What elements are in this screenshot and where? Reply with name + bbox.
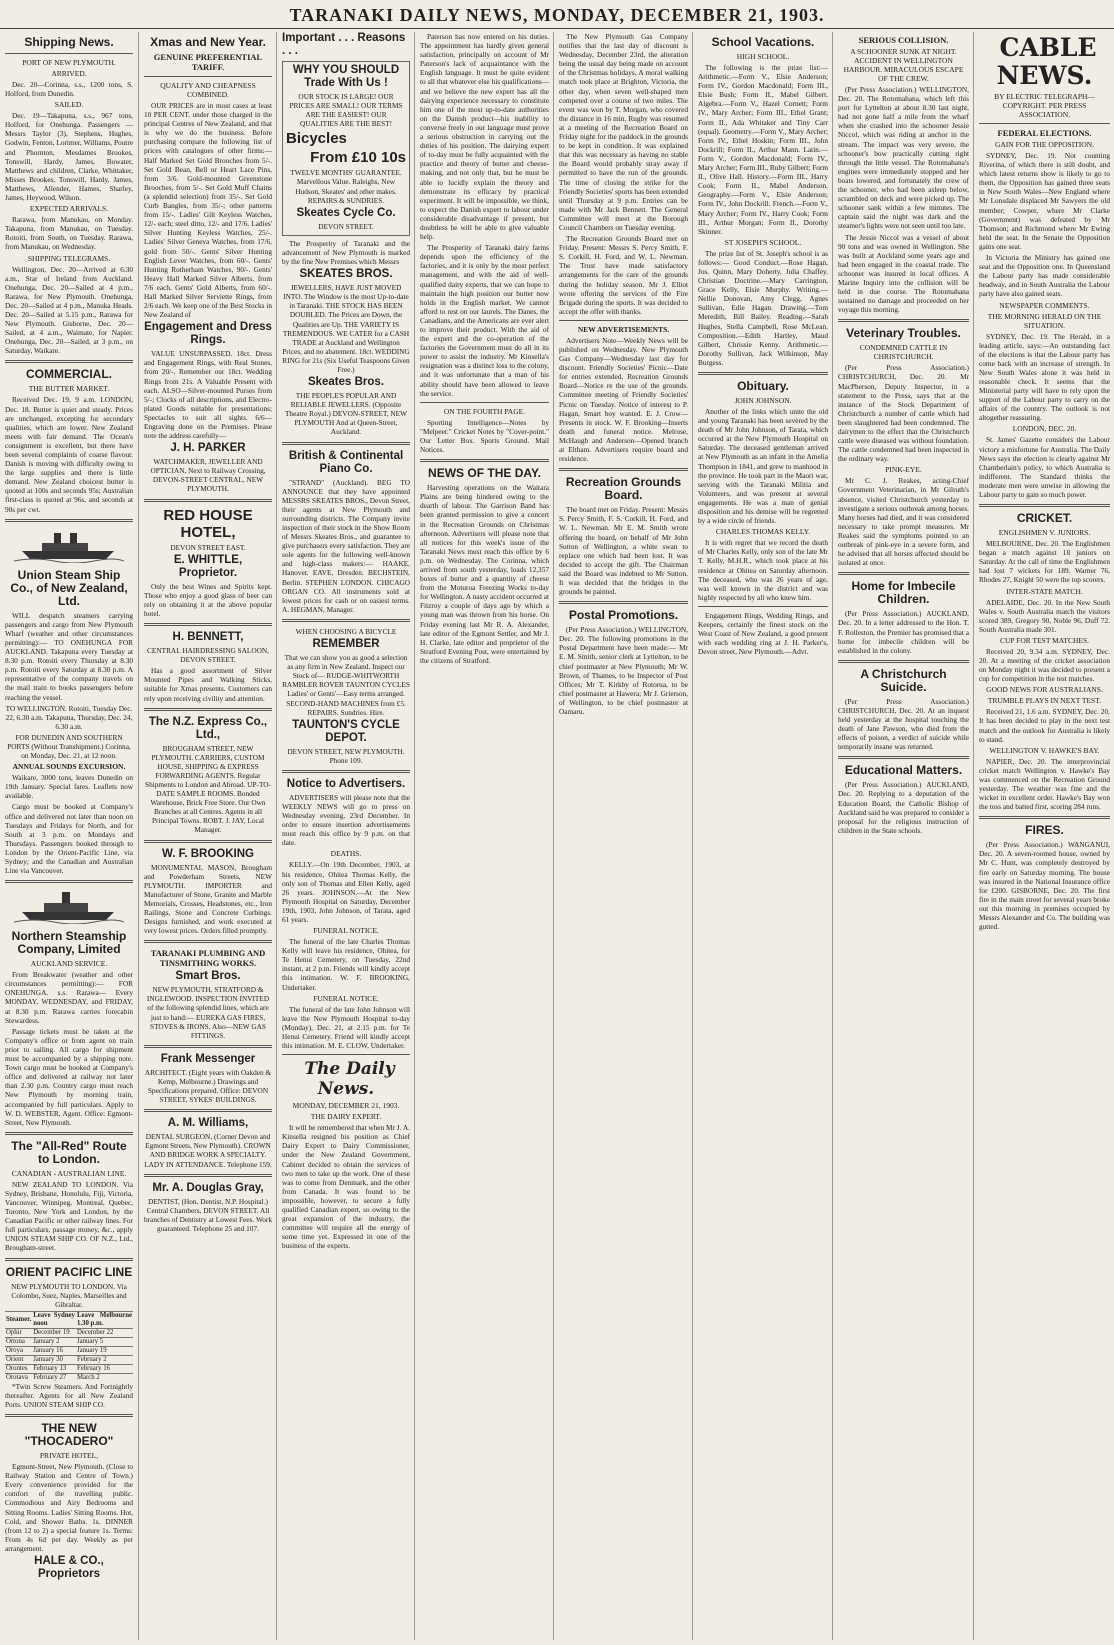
comments-sub: THE MORNING HERALD ON THE SITUATION.: [987, 311, 1102, 330]
table-row: [5, 1364, 133, 1373]
taunton-heading: TAUNTON'S CYCLE DEPOT.: [292, 718, 400, 744]
redhouse-heading: RED HOUSE HOTEL,: [163, 506, 253, 541]
brooking-heading: W. F. BROOKING: [162, 847, 254, 860]
funeral-notice-text: The funeral of the late Charles Thomas Kelly will leave his residence, Ohitea, for Te Henui Cemetery, on Tuesday, 22nd instant, at 2 p.m. Friends will kindly accept this intimation. W. F. BROOKING, Undertaker.: [282, 937, 410, 992]
bicycles-text: TWELVE MONTHS' GUARANTEE. Marvellous Value. Raleighs, New Hudson, Skeates' and other makes. REPAIRS & SUNDRIES.: [290, 168, 402, 205]
cricket-sub: ENGLISHMEN V. JUNIORS.: [998, 528, 1091, 538]
obituary-text: Another of the links which unite the old and young Taranaki has been severed by the death of Mr John Johnson, of Tarata, which occurred at the New Plymouth Hospital on Saturday. The deceased gentleman arrived at New Plymouth as an infant in the Amelia Thompson in 1841, and grew to manhood in the province. He took part in the Maori war, serving with the Taranaki Militia and Volunteers, and was present at several engagements. He was a man of genial disposition and his demise will be regretted by a wide circle of friends.: [698, 407, 828, 526]
engagement-heading: Engagement and Dress Rings.: [144, 321, 272, 347]
fires-heading: FIRES.: [1025, 823, 1064, 838]
allred-text: NEW ZEALAND TO LONDON. Via Sydney, Brisbane, Honolulu, Fiji, Victoria, Vancouver, Winnipeg, Montreal, Quebec, Toronto, New York and London, by the Canadian Pacific or other railway lines. For full particulars, passage money, &c., apply UNION STEAM SHIP CO. OF N.Z., Ltd., Brougham-street.: [5, 1179, 133, 1253]
recreation-board-heading: Recreation Grounds Board.: [565, 475, 682, 503]
cable-sub: BY ELECTRIC TELEGRAPH—COPYRIGHT. PER PRESS ASSOCIATION.: [994, 92, 1095, 119]
express-text: BROUGHAM STREET, NEW PLYMOUTH. CARRIERS, CUSTOM HOUSE, SHIPPING & EXPRESS FORWARDING AGENTS. Regular Shipments to London and Abroad. UP-TO-DATE SAMPLE ROOMS. Bonded Warehouse, Brick Free Store. Our Own Branches at all Centres. Agents in all Principal Towns. ROBT. J. JAY, Local Manager.: [145, 743, 271, 835]
veterinary-text: (Per Press Association.) CHRISTCHURCH, Dec. 20. Mr MacPherson, Deputy Inspector, in a statement to the Press, says that at the instance of the Stock Department of Christchurch a number of cattle which had been slaughtered had been condemned. The dairymen to the effect that the Christchurch cattle were diseased was without foundation. The cattle condemned had been inspected in the ordinary way.: [838, 363, 969, 464]
funeral-notice-heading: FUNERAL NOTICE.: [313, 993, 379, 1003]
piano-text: "STRAND" (Auckland). BEG TO ANNOUNCE that they have appointed MESSRS SKEATES BROS., Devon Street, their agents at New Plymouth and surrounding districts. The Company invite inspection of their stock in the Show Room of Messrs Skeates Bros., and guarantee to give purchasers every satisfaction. They are sole agents for the following well-known and high-class makers:— HAAKE, Hanover. EAVE, Dresden. BECHSTEIN, Berlin. STEPHEN LONDON. CHICAGO ORGAN CO. All instruments sold at lowest prices for cash or on easiest terms. A. HEGMAN, Manager.: [282, 477, 410, 614]
table-cell: February 2: [76, 1355, 133, 1364]
butter-heading: THE BUTTER MARKET.: [28, 384, 110, 394]
parker-text: WATCHMAKER, JEWELLER AND OPTICIAN, Next to Railway Crossing, DEVON-STREET CENTRAL, NEW PLYMOUTH.: [150, 457, 266, 494]
smart-heading: Smart Bros.: [175, 970, 241, 983]
st-joseph-heading: ST JOSEPH'S SCHOOL.: [724, 237, 802, 247]
expert-text: It will be remembered that when Mr J. A. Kinsella resigned his position as Chief Dairy Expert to Dairy Commissioner, under the New Zealand Government, Cabinet decided to obtain the services of two men to take up the work. One of these was to come from Denmark, and the other from Canada. It was found to be impossible, however, to secure a fully qualified Canadian expert, so owing to the great expansion of the industry, the committee will require all the energy of some time yet. Expressed in one of the business of the experts.: [282, 1123, 410, 1251]
local-news-text: The Recreation Grounds Board met on Friday. Present: Messrs S. Percy Smith, F. S. Corkill, H. Ford, and W. L. Newman. The Trust have made satisfactory arrangements for the care of the grounds during the holiday season. Mr J. Elliot wrote offering the services of the Fire Brigade during the sports. It was decided to accept the offer with thanks.: [559, 234, 688, 316]
fourth-page-text: Sporting Intelligence—Notes by "Melpeer." Cricket Notes by "Cover-point." Our Letter Box. Sports Ground. Mail Notices.: [420, 417, 549, 455]
federal-sub: GAIN FOR THE OPPOSITION.: [994, 140, 1095, 149]
hotel-sub: PRIVATE HOTEL,: [39, 1451, 99, 1461]
skeates-cycle-heading: Skeates Cycle Co.: [296, 206, 396, 219]
good-news-heading: GOOD NEWS FOR AUSTRALIANS.: [986, 685, 1103, 695]
sailed-heading: SAILED.: [54, 100, 84, 110]
table-header: Steamer.: [5, 1311, 32, 1328]
fourth-page-heading: ON THE FOURTH PAGE.: [443, 406, 526, 416]
taunton-text: DEVON STREET, NEW PLYMOUTH. Phone 109.: [287, 746, 405, 765]
deaths-text: KELLY.—On 19th December, 1903, at his residence, Ohitea Thomas Kelly, the only son of Thomas and Ellen Kelly, aged 26 years. JOHNSON.—At the New Plymouth Hospital on Saturday, December 19th, 1903, John Johnson, of Tarata, aged 61 years.: [282, 860, 410, 924]
cargo-text: Cargo must be booked at Company's office and delivered not later than noon on Tuesdays and Fridays for North, and for South at 3 p.m. on Mondays and Thursdays. Passengers booked through to London by the Orient-Pacific Line, via Sydney; and the Canadian and Australian Line via Vancouver.: [5, 802, 133, 876]
masthead: TARANAKI DAILY NEWS, MONDAY, DECEMBER 21, 1903.: [0, 2, 1114, 29]
orient-note: *Twin Screw Steamers. And Fortnightly thereafter. Agents for all New Zealand Ports. UNION STEAM SHIP CO.: [5, 1381, 133, 1409]
test-heading: CUP FOR TEST MATCHES.: [999, 635, 1090, 645]
important-heading: Important . . . Reasons . . .: [282, 32, 406, 57]
brooking-text: MONUMENTAL MASON, Brougham and Powderham Streets, NEW PLYMOUTH. IMPORTER and Manufacturer of Stone, Granite and Marble Memorials, Crosses, Headstones, etc., Iron Railings, Stone and Concrete Curbings. Designs furnished, and work executed at very lowest prices. Orders filled promptly.: [144, 862, 272, 936]
skeates-bros-text: JEWELLERS, HAVE JUST MOVED INTO. The Window is the most Up-to-date in Taranaki. THE STOCK HAS BEEN DOUBLED. The Prices are Down, the Qualities are Up. THE VARIETY IS TREMENDOUS. WE CATER for a CASH TRADE at Auckland and Wellington Prices, and no abatement. 18ct. WEDDING RING for 21s (Six Useful Teaspoons Given Free.): [282, 283, 410, 374]
orient-heading: ORIENT PACIFIC LINE: [5, 1264, 133, 1279]
trumble-heading: TRUMBLE PLAYS IN NEXT TEST.: [987, 696, 1102, 706]
hotel-footer: HALE & CO., Proprietors: [34, 1555, 104, 1581]
usc-dunedin: FOR DUNEDIN AND SOUTHERN PORTS (Without Transhipment.) Corinna, on Monday, Dec. 21, at 12 noon.: [7, 732, 131, 761]
education-heading: Educational Matters.: [844, 763, 963, 778]
new-ads-text: Advertisers Note—Weekly News will be published on Wednesday. New Plymouth Gas Company—Wednesday last day for discount. Friendly Societies' Picnic—Date for entries extended. Recreation Grounds Board—Notice re the use of the grounds. Committee meeting of Friendly Societies' Picnic on Tuesday. Notice of interest to P. Hagan, Smart boy wanted. E. J. Crow—Presents in stock. W. F. Brooking—Inserts death and funeral notice. Melrose, McHaugh and Anderson—Opened branch at Eltham. Advertisers require board and residence.: [559, 335, 688, 464]
remember-text: That we can show you as good a selection as any firm in New Zealand. Inspect our Stock of— RUDGE-WHITWORTH RAMBLER ROVER TAUNTON CYCLES Ladies' or Gents'—Easy terms arranged. SECOND-HAND MACHINES from £5. REPAIRS. Sundries. Hire.: [282, 653, 410, 717]
column-3: [276, 32, 415, 1640]
skeates-bros2-text: THE PEOPLE'S POPULAR AND RELIABLE JEWELLERS. (Opposite Theatre Royal.) DEVON-STREET, NEW PLYMOUTH And at Queen-Street, Auckland.: [284, 391, 408, 437]
remember-heading: REMEMBER: [312, 638, 380, 651]
federal-text: SYDNEY, Dec. 19. Not counting Riverina, of which there is still doubt, and which latest returns show is likely to go to them, the Opposition has gained three seats in New South Wales—New England where Mr Lonsdale displaced Mr Sawyers the old member; Cowper, where Mr Clarke (Government) was defeated by Mr Thomson; and Richmond where Mr Ewing held the seat. In the Senate the Opposition gains one seat.: [979, 151, 1110, 251]
kelly-sub: CHARLES THOMAS KELLY.: [715, 527, 811, 537]
news-of-day-heading: NEWS OF THE DAY.: [428, 466, 541, 481]
piano-heading: British & Continental Piano Co.: [288, 449, 404, 475]
column-5: [553, 32, 693, 1640]
nsc-service: AUCKLAND SERVICE.: [30, 959, 108, 969]
trade-heading: WHY YOU SHOULD Trade With Us !: [292, 64, 400, 89]
trumble-text: Received 21, 1.6 a.m. SYDNEY, Dec. 20. It has been decided to play in the next test match and the outlook for Australia is likely to stand.: [979, 707, 1110, 744]
vacations-heading: School Vacations.: [711, 35, 815, 49]
column-8: [973, 32, 1114, 1640]
table-cell: January 30: [32, 1355, 76, 1364]
recreation-board-text: The board met on Friday. Present: Messrs S. Percy Smith, F. S. Corkill, H. Ford, and W. L. Newman. Mr E. M. Smith wrote offering the board, on behalf of Mr John Sutton of Wellington, a white swan to replace one which had been lost. It was decided to accept the gift. The Chairman said the Board was indebted to Mr Sutton. It was decided that the bridges in the grounds be painted.: [559, 505, 688, 597]
interstate-text: ADELAIDE, Dec. 20. In the New South Wales v. South Australia match the visitors scored 389, Gregory 90, Noble 96, Duff 72. South Australia made 301.: [979, 597, 1110, 634]
orient-sub: NEW PLYMOUTH TO LONDON. Via Colombo, Suez, Naples, Marseilles and Gibraltar.: [11, 1281, 127, 1309]
education-text: (Per Press Association.) AUCKLAND, Dec. 20. Replying to a deputation of the Education Board, the Catholic Bishop of Auckland said he was prepared to consider a proposal for the religious instruction of children in the State schools.: [838, 780, 969, 835]
new-ads-heading: NEW ADVERTISEMENTS.: [577, 324, 670, 334]
table-cell: February 16: [76, 1364, 133, 1373]
table-row: [5, 1346, 133, 1355]
table-cell: December 19: [32, 1328, 76, 1337]
cable-news-heading: CABLE NEWS.: [996, 33, 1097, 90]
williams-heading: A. M. Williams,: [167, 1117, 249, 1130]
trade-ad: [282, 61, 410, 236]
commercial-heading: COMMERCIAL.: [26, 367, 112, 382]
usc-wellington: TO WELLINGTON. Rotoiti, Tuesday Dec. 22, 6.30 a.m. Takapuna, Thursday, Dec. 24, 6.30 a.m.: [5, 703, 133, 731]
skeates-bros-heading: SKEATES BROS.: [299, 268, 393, 281]
local-news-text: The New Plymouth Gas Company notifies that the last day of discount is Wednesday, December 23rd, the alteration being the usual day being made on account of the Christmas holidays. A moral walking match took place at Brighton, Victoria, the other day, when seven well-shaped men competed over a course of two miles. The event was won by T. Morgan, who covered the distance in 16 min. Rugby was resumed at a meeting of the Recreation Board on Friday night for the paddock in the grounds to be kept in condition. It was explained that this was necessary as having no stable the Board would probably stray away if permitted to have the run of the grounds. The time of closing the strike for the Friendly Societies' sports has been extended until Thursday at 9 p.m. Entries can be made with Mr Jack Bennett. The General Committee will meet at the Borough Council Chambers on Tuesday evening.: [559, 32, 688, 232]
editorial-text: Paterson has now entered on his duties. The appointment has hardly given general satisfaction, principally on account of Mr Paterson's lack of acquaintance with the English language. It must be quite evident to all that whatever else his qualifications—and we believe the new expert has all the dairying experience necessary to constitute him one of the most up-to-date authorities on the Danish product—his inability to converse freely in our language must prove a serious obstruction in carrying out the duties of his position. The dairying expert of to-day must be fully acquainted with the practice and theory of butter and cheese-making, and not only that, but he must be able to lucidly explain the theory and demonstrate its efficacy by practical experiment. It will be impossible, we think, to expect the Danish expert to labour under considerable disadvantage if present, but doubtless he will be able to give valuable help.: [420, 32, 549, 242]
allred-sub: CANADIAN - AUSTRALIAN LINE.: [11, 1168, 127, 1178]
expected-heading: EXPECTED ARRIVALS.: [29, 204, 109, 214]
obituary-sub: JOHN JOHNSON.: [734, 396, 792, 405]
fires-text: (Per Press Association.) WANGANUI, Dec. 20. A seven-roomed house, owned by Mr C. Hunt, was completely destroyed by fire early on Saturday morning. The house was insured in the National Insurance office for £200. GISBORNE, Dec. 20. The first fire in the main street for several years broke out this morning in premises occupied by Messrs Alexander and Co. The building was gutted.: [979, 840, 1110, 932]
arrived-heading: ARRIVED.: [51, 69, 87, 78]
table-cell: December 22: [76, 1328, 133, 1337]
funeral-notice-text: The funeral of the late John Johnson will leave the New Plymouth Hospital to-day (Monday), Dec. 21, at 2.15 p.m. for Te Henui Cemetery. Friend will kindly accept this intimation. M. E. CLOW, Undertaker.: [282, 1004, 410, 1051]
table-header: Leave Melbourne 1.30 p.m.: [76, 1311, 132, 1327]
plumbing-heading: TARANAKI PLUMBING AND TINSMITHING WORKS.: [150, 948, 266, 969]
veterinary-heading: Veterinary Troubles.: [846, 326, 961, 341]
editorial-text: The Prosperity of Taranaki dairy farms depends upon the efficiency of the factories, and it is only by the most perfect management, and with the aid of well-qualified dairy experts, that we can hope to maintain the high position our butter now holds in the English market. We cannot afford to rest on our laurels. The Danes, the Canadians, and the Americans are ever alert to improve their product. With the aid of the expert and the co-operation of the factories the Government must do all in its power to assist the industry. Mr Kinsella's resignation was a distinct loss to the colony, and it was unfortunate that a man of his ability should have been allowed to leave the service.: [420, 243, 549, 398]
table-row: [5, 1328, 133, 1337]
column-6: [692, 32, 833, 1640]
table-cell: January 5: [76, 1337, 133, 1346]
quality-heading: QUALITY AND CHEAPNESS COMBINED.: [160, 81, 256, 99]
prosperity-text: The Prosperity of Taranaki and the advancement of New Plymouth is marked by the fine New Premises which Messrs: [282, 238, 410, 267]
table-cell: February 27: [32, 1373, 76, 1382]
nsc-heading: Northern Steamship Company, Limited: [11, 929, 127, 957]
comments-text: SYDNEY, Dec. 19. The Herald, in a leading article, says:—An outstanding fact of the elections is that the Labour party has come back with an increase of strength. In New South Wales alone it was held in reasonable check. It seems that the Ministerial party will have to rely upon the support of the Labour party to carry on the affairs of the country. The outlook is not altogether reassuring.: [979, 331, 1110, 423]
table-cell: January 2: [32, 1337, 76, 1346]
skeates-cycle-address: DEVON STREET.: [318, 221, 374, 231]
engagement-text: VALUE UNSURPASSED. 18ct. Dress and Engagement Rings, with Real Stones, from 20/-. Remember our 18ct. Wedding Rings from 21s. A Valuable Present with each. ALSO—Silver-mounted Purses from 5/-; Clocks of all descriptions, and Electro-plated Goods suitable for presentations; Spectacles to suit all sights. 6/6—Engraving done on the Premises. Please note the address carefully—: [144, 349, 272, 441]
hotel-text: Egmont-Street, New Plymouth. (Close to Railway Station and Centre of Town.) Every convenience provided for the comfort of the travelling public. Commodious and Airy Bedrooms and Sitting Rooms. Ladies' Sitting Rooms. Hot, Cold, and Shower Baths. 1s. DINNER (from 12 to 2) a special feature 1s. Terms: From 4s 6d per day. Weekly as per arrangement.: [5, 1462, 133, 1553]
suicide-heading: A Christchurch Suicide.: [860, 666, 947, 694]
steamship-icon: [5, 888, 133, 926]
messenger-text: ARCHITECT. (Eight years with Oakden & Kemp, Melbourne.) Drawings and Specifications prepared. Office: DEVON STREET, SYKES' BUILDINGS.: [144, 1067, 272, 1105]
redhouse-address: DEVON STREET EAST.: [170, 542, 246, 552]
trade-text: OUR STOCK IS LARGE! OUR PRICES ARE SMALL! OUR TERMS ARE THE EASIEST! OUR QUALITIES ARE THE BEST!: [289, 92, 403, 129]
excursion-heading: ANNUAL SOUNDS EXCURSION.: [12, 762, 126, 772]
shipping-news-heading: Shipping News.: [24, 35, 114, 49]
hotel-heading: THE NEW "THOCADERO": [24, 1421, 114, 1449]
cricket-text: MELBOURNE, Dec. 20. The Englishmen began a match against 18 juniors on Saturday. At the call of time the Englishmen had lost 7 wickets for 189. Warner 76, Rhodes 27, Knight 50 were the top scorers.: [979, 539, 1110, 585]
table-cell: February 13: [32, 1364, 76, 1373]
butter-text: Received Dec. 19, 9 a.m. LONDON, Dec. 18. Butter is quiet and steady. Prices are unchanged, excepting for secondary qualities, which are lower. New Zealand meets with fair demand. The Ocean's consignment is excellent, but there have been several complaints of coarse flavour. Danish is moving with difficulty owing to the large supplies and there is little demand. New Zealand choicest butter is quoted at 100s and seconds 95s; Australian first-class is quoted at 96s, and seconds at 90s per cwt.: [5, 395, 133, 514]
column-7: [832, 32, 974, 1640]
arrived-text: Dec. 20—Corinna, s.s., 1200 tons, S. Holford, from Dunedin.: [5, 80, 133, 99]
usc-heading: Union Steam Ship Co., of New Zealand, Ltd.: [10, 567, 128, 608]
notice-text: ADVERTISERS will please note that the WEEKLY NEWS will go to press on Wednesday evening, 23rd December. In order to ensure insertion advertisements must reach this office by 9 p.m. on that date.: [282, 792, 410, 848]
bicycles-heading: Bicycles: [286, 130, 347, 148]
table-row: [5, 1337, 133, 1346]
table-row: [5, 1355, 133, 1364]
bennett-heading: H. BENNETT,: [172, 631, 244, 644]
news-of-day-text: Harvesting operations on the Waitara Plains are being hindered owing to the dearth of labour. The Garrison Band has been granted permission to give a concert in the Recreation Grounds on Christmas afternoon. Advertisers will please note that all notices for this week's issue of the Taranaki News must reach this office by 6 p.m. on Wednesday. The Corinna, which arrived from south yesterday, loads 12,357 boxes of butter and a quantity of cheese from the Moturoa Freezing Works to-day for Wellington. A nasty accident occurred at Fitzroy a couple of days ago by which a young man was thrown from his horse. On Friday evening last Mr R. A. Alexander, late editor of the Egmont Settler, and Mr J. H. Clarke, late editor and proprietor of the Stratford Evening Post, were entertained by the citizens of Stratford.: [420, 483, 549, 665]
table-row: [5, 1373, 133, 1382]
telegrams-text: Wellington, Dec. 20—Arrived at 6.30 a.m., Star of Ireland from Auckland. Onehunga, Dec. 20—Sailed at 4 p.m., Rarawa, for New Plymouth. Onehunga, Dec. 20—Sailed at 4 p.m., Manuka Heads. Dec. 20—Sailed at 5.15 p.m., Rarawa for New Plymouth. Gisborne, Dec. 20—Sailed, at 4 a.m., Waimate, for Napier. Onehunga, Dec. 20—Sailed, at 3 p.m., on Saturday, Waikare.: [5, 264, 133, 356]
column-1: [0, 32, 138, 1640]
bennett-sub: CENTRAL HAIRDRESSING SALOON, DEVON STREET.: [147, 646, 269, 665]
london-text: St. James' Gazette considers the Labour victory a misfortune for Australia. The Daily News says the election is clearly against Mr Chamberlain's policy, to which Australia is indifferent. The Standard thinks the moderate men were unwise in allowing the Labour party to gain so much power.: [979, 435, 1110, 499]
bennett-text: Has a good assortment of Silver Mounted Pipes and Walking Sticks, suitable for Xmas presents. Customers can rely upon receiving civility and attention.: [144, 666, 272, 703]
allred-heading: The "All-Red" Route to London.: [11, 1138, 127, 1166]
nsc-text: From Breakwater (weather and other circumstances permitting):— FOR ONEHUNGA. s.s. Rarawa— Every MONDAY, WEDNESDAY, and FRIDAY, at 8.30 p.m. Rarawa carries forecabin Stewardess.: [5, 970, 133, 1025]
column-2: [138, 32, 277, 1640]
steamship-icon: [5, 527, 133, 565]
deaths-heading: DEATHS.: [330, 849, 362, 859]
expert-heading: THE DAIRY EXPERT.: [310, 1112, 382, 1122]
telegrams-heading: SHIPPING TELEGRAMS.: [27, 253, 111, 263]
engagement-advert: Engagement Rings, Wedding Rings, and Keepers, certainly the finest stock on the West Coast of New Zealand, a good present with each wedding ring at J. H. Parker's, Devon street, New Plymouth.—Advt.: [698, 610, 828, 657]
remember-pre: WHEN CHOOSING A BICYCLE: [295, 626, 397, 636]
williams-text: DENTAL SURGEON, (Corner Devon and Egmont Streets, New Plymouth). CROWN AND BRIDGE WORK A SPECIALTY. LADY IN ATTENDANCE. Telephone 159.: [144, 1132, 272, 1169]
whittle-heading: E. WHITTLE, Proprietor.: [173, 553, 243, 579]
collision-heading: SERIOUS COLLISION.: [858, 35, 949, 45]
table-cell: Orotava: [5, 1373, 32, 1382]
pink-eye-heading: PINK-EYE.: [885, 465, 922, 475]
smart-text: NEW PLYMOUTH, STRATFORD & INGLEWOOD. INSPECTION INVITED of the following splendid lines, which are just to hand:— EUREKA GAS FIRES, STOVES & IRONS. Also—NEW GAS FITTINGS.: [146, 985, 270, 1040]
cricket-heading: CRICKET.: [1016, 511, 1073, 526]
postal-heading: Postal Promotions.: [568, 608, 679, 623]
funeral-notice-heading: FUNERAL NOTICE.: [313, 926, 379, 936]
table-cell: Orontes: [5, 1364, 32, 1373]
table-cell: March 2: [76, 1373, 133, 1382]
xmas-text: OUR PRICES are in most cases at least 10 PER CENT. under those charged in the principal Centres of New Zealand, and that is why we do the business. Before purchasing compare the following list of prices with catalogues of other firms:— Half Marked Set Gold Brooches from 5/-. Set Gold Bean, Bell or Heart Lace Pins, from 3/6. Gold-mounted Greenstone Brooches, from 5/-. Set Gold Muff Chains (a splendid selection) from 35/-. Set Gold Curb Bangles, from 35/-; other patterns from 15/-. Ladies' Gilt Keyless Watches, 12/- each; steel ditto, 12/- and 17/6. Ladies' Silver Hunting Keyless Watches, 25/-. Ladies' Silver Geneva Watches, from 17/6, gold from 50/-. Gents' Silver Hunting English Lever Watches, from 60/-. Gents' Hunting Rotherham Watches, 90/-. Gents' Heavy Hall Marked Silver Alberts, from 7/6 each. Gents' Gold Alberts, from 60/-. Hall Marked Silver Serviette Rings, from 2/6 each. We keep one of the Best Stocks in New Zealand of: [144, 101, 272, 320]
london-heading: LONDON, DEC. 20.: [1012, 424, 1077, 434]
home-text: (Per Press Association.) AUCKLAND, Dec. 20. In a letter addressed to the Hon. T. F. Rolleston, the Premier has promised that a home for imbecile children will be established in the colony.: [838, 609, 969, 655]
paper-date: MONDAY, DECEMBER 21, 1903.: [292, 1101, 400, 1111]
column-4: [414, 32, 554, 1640]
interstate-heading: INTER-STATE MATCH.: [1006, 586, 1083, 596]
high-school-text: The following is the prize list:— Arithmetic.—Form V., Elsie Anderson; Form IV., Gordon Macdonald; Form III., Elsie Bush; Form II., Mabel Gilbert. Algebra.—Form V., Hazel Cornett; Form IV., Mary Archer; Form III., Ethel Grant; Form II., Ada Whitaker and Tiny Carr (equal). Geometry.—Form V., Mary Archer; Form IV., Ethel Hoskin; Form III., John Dockrill; Form II., Arthur Mann. Latin.—Form V., Gordon Macdonald; Form IV., Mary Archer; Form III., Ruby Gilbert; Form II., Olive Hall. History.—Form III., Harry Cook; Form II., Mabel Anderson. Geography.—Form V., Elsie Anderson; Form IV., John Dockrill. French.—Form V., Mary Archer; Form IV., Harry Cook; Form III., Arthur Morgan; Form II., Dorothy Skinner.: [698, 63, 828, 236]
collision-sub: A SCHOONER SUNK AT NIGHT. ACCIDENT IN WELLINGTON HARBOUR. MIRACULOUS ESCAPE OF THE CREW.: [843, 47, 964, 83]
tariff-heading: GENUINE PREFERENTIAL TARIFF.: [153, 52, 263, 72]
express-heading: The N.Z. Express Co., Ltd.,: [148, 715, 268, 741]
postal-text: (Per Press Association.) WELLINGTON, Dec. 20. The following promotions in the Postal Department have been made:— Mr E. M. Smith, senior clerk at Lyttelton, to be chief postmaster at New Plymouth; Mr W. Brown, of Thames, to be Inspector of Post Offices; Mr T. Kirkby of Rotorua, to be chief postmaster at Hawera; Mr J. Grierson, of Wellington, to be chief postmaster at Oamaru.: [559, 625, 688, 716]
gray-heading: Mr. A. Douglas Gray,: [152, 1181, 264, 1194]
usc-text: WILL despatch steamers carrying passengers and cargo from New Plymouth Wharf (weather and other circumstances permitting):— TO ONEHUNGA FOR AUCKLAND. Takapuna every Tuesday at 8.30 p.m. Rotoiti every Thursday at 8.30 p.m. Rotoiti every Saturday at 8.30 p.m. A representative of the company travels on the mail train to books passengers before reaching the vessel.: [5, 610, 133, 702]
table-cell: Ophir: [5, 1328, 32, 1337]
skeates-bros2-heading: Skeates Bros.: [307, 376, 385, 389]
table-cell: Ortona: [5, 1337, 32, 1346]
port-heading: PORT OF NEW PLYMOUTH.: [22, 58, 116, 67]
federal-heading: FEDERAL ELECTIONS.: [997, 128, 1092, 138]
table-cell: January 16: [32, 1346, 76, 1355]
sailed-text: Dec. 19—Takapuna, s.s., 967 tons, Holford, for Onehunga. Passengers —Messrs Taylor (3), Stephens, Hughes, Godwin, Fenton, Lorimer, Williams, Poutre and Phornton, Mesdames Brookes, Tonswill, Hardy, James, Bowater, Matthews and children, Clarke, Whittaker, Misses Brookes, Tonswill, Hardy, James, Matthews, Allender, Hames, Sharley, James, Heywood, Wilson.: [5, 111, 133, 203]
veterinary-sub: CONDEMNED CATTLE IN CHRISTCHURCH.: [859, 343, 948, 362]
gray-text: DENTIST, (Hon. Dentist, N.P. Hospital.) Central Chambers, DEVON STREET. All branches of Dentistry at Lowest Fees. Work guaranteed. Telephone 25 and 107.: [144, 1196, 272, 1233]
bicycles-price: From £10 10s: [310, 149, 406, 167]
xmas-heading: Xmas and New Year.: [150, 35, 266, 49]
collision-text: The Jessie Niccol was a vessel of about 90 tons and was owned in Wellington. She was built at Auckland some years ago and had been engaged in the coastal trade. The schooner was insured in local offices. A Marine Inquiry into the collision will be held in due course. The Rotomahana sustained no damage and proceeded on her voyage this morning.: [838, 232, 969, 315]
test-text: Received 20, 9.34 a.m. SYDNEY, Dec. 20. At a meeting of the cricket association on Monday night it was decided to present a cup for competition in the test matches.: [979, 646, 1110, 684]
redhouse-text: Only the best Wines and Spirits kept. Those who enjoy a good glass of beer can rely on obtaining it at the above popular hotel.: [144, 581, 272, 618]
collision-text: (Per Press Association.) WELLINGTON, Dec. 20. The Rotomahana, which left this port for Lyttelton at about 8.30 last night, had not gone half a mile from the wharf when she crashed into the schooner Jessie Niccol, which was riding at anchor in the stream. The impact was very severe, the schooner's bow practically cutting right through the little vessel. The Rotomahana's engines were immediately stopped and her boats lowered, and fortunately the crew of the schooner, who had been asleep below, scrambled on deck and were picked up. The schooner sank within a few minutes. The captain said the night was dark and the steamer's lights were not seen until too late.: [838, 85, 969, 231]
parker-heading: J. H. PARKER: [170, 442, 246, 455]
table-cell: Orient: [5, 1355, 32, 1364]
obituary-heading: Obituary.: [737, 379, 789, 393]
high-school-heading: HIGH SCHOOL.: [736, 52, 790, 61]
comments-heading: NEWSPAPER COMMENTS.: [999, 300, 1090, 310]
orient-sailing-table: [5, 1311, 133, 1382]
federal-text: In Victoria the Ministry has gained one seat and the Opposition one. In Queensland the Labour party has made considerable headway, and in South Australia the Labour party have also gained seats.: [979, 253, 1110, 299]
suicide-text: (Per Press Association.) CHRISTCHURCH, Dec. 20. At an inquest held yesterday at the hospital touching the death of Jane Pawson, who died from the effects of poison, a verdict of suicide while temporarily insane was returned.: [838, 696, 969, 752]
excursion-text: Waikare, 3000 tons, leaves Dunedin on 19th January. Special fares. Leaflets now available.: [5, 773, 133, 801]
nsc-notice: Passage tickets must be taken at the Company's office or from agent on train prior to sailing. All cargo for shipment must be accompanied by a shipping note. Town cargo must be booked at Company's office and delivered at railway not later than 2.30 p.m. Country cargo must reach New Plymouth by morning train, accompanied by full particulars. Apply to W. D. WEBSTER, Agent. Office: Egmont-Street, New Plymouth.: [5, 1026, 133, 1127]
messenger-heading: Frank Messenger: [160, 1052, 256, 1065]
pink-eye-text: Mr C. J. Reakes, acting-Chief Government Veterinarian, in Mr Gilruth's absence, visited Christchurch yesterday to investigate a serious outbreak among horses. Many horses had died, and it was considered necessary to take prompt measures. Mr Reakes said the symptoms pointed to an outbreak of pink-eye in a severe form, and he advised that all horses affected should be isolated at once.: [838, 476, 969, 568]
kelly-text: It is with regret that we record the death of Mr Charles Kelly, only son of the late Mr T. Kelly, M.H.R., which took place at his residence at Ohitea on Saturday afternoon. The deceased, who was 26 years of age, was well known in the district and was highly respected by all who knew him.: [698, 538, 828, 602]
paper-nameplate: The Daily News.: [304, 1059, 395, 1100]
hawkes-text: NAPIER, Dec. 20. The interprovincial cricket match Wellington v. Hawke's Bay was commenced on the Recreation Ground yesterday. The weather was fine and the wicket in excellent order. Hawke's Bay won the toss and batted first, scoring 284 runs.: [979, 756, 1110, 812]
table-cell: Oroya: [5, 1346, 32, 1355]
table-cell: January 19: [76, 1346, 133, 1355]
hawkes-heading: WELLINGTON V. HAWKE'S BAY.: [989, 745, 1100, 755]
home-heading: Home for Imbecile Children.: [851, 579, 956, 607]
table-header: Leave Sydney noon: [33, 1311, 75, 1327]
st-joseph-text: The prize list of St. Joseph's school is as follows:— Good Conduct.—Rose Hagan, Jos. Quinn, Mary Doherty, Julia Chaffey. Christian Doctrine.—Mary Carrington, Grace Kelly, Elsie Murphy. Writing.—Nellie Donovan, Amy Clegg, Agnes Sullivan, Edie Hagan. Drawing.—Tom Meredith, Bill Bailey. Reading.—Sarah Hughes, Stella Campbell, Rose McLean. Composition.—Edith Hartley, Maud Gilbert, Chrissie Kenny. Arithmetic.—Dorothy Sullivan, Jack Wilkinson, May Burgess.: [698, 248, 828, 367]
notice-heading: Notice to Advertisers.: [286, 777, 406, 790]
expected-text: Rarawa, from Manukau, on Monday. Takapuna, from Manukau, on Tuesday. Rotoiti, from South, on Tuesday. Rarawa, from Manukau, on Wednesday.: [5, 215, 133, 252]
